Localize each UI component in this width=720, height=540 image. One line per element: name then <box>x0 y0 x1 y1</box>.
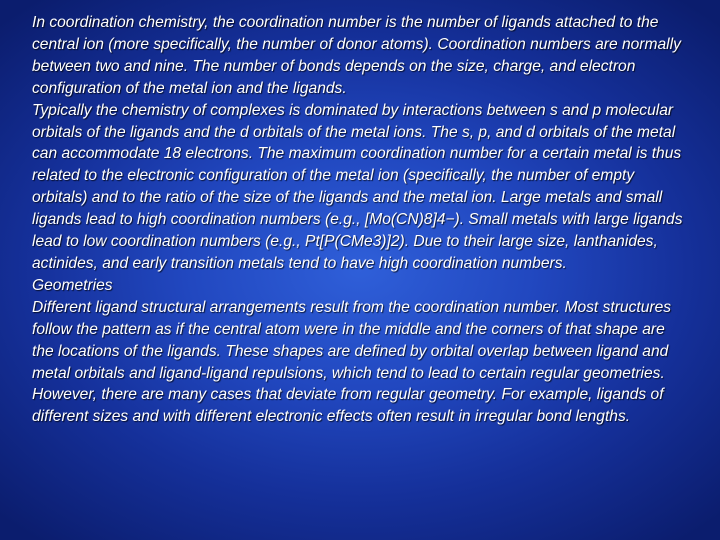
paragraph-orbital-interactions: Typically the chemistry of complexes is dominated by interactions between s and p molecular orbitals of the ligands and the d orbitals of the metal ions. The s, p, and d orbitals of the metal can accommodate 18 electrons. The maximum coordination number for a certain metal is thus related to the electronic configuration of the metal ion (specifically, the number of empty orbitals) and to the ratio of the size of the ligands and the metal ion. Large metals and small ligands lead to high coordination numbers (e.g., [Mo(CN)8]4−). Small metals with large ligands lead to low coordination numbers (e.g., Pt[P(CMe3)]2). Due to their large size, lanthanides, actinides, and early transition metals tend to have high coordination numbers. <box>32 101 683 272</box>
paragraph-coordination-number: In coordination chemistry, the coordination number is the number of ligands attached to the central ion (more specifically, the number of donor atoms). Coordination numbers are normally between two and nine. The number of bonds depends on the size, charge, and electron configuration of the metal ion and the ligands. <box>32 14 681 97</box>
heading-geometries: Geometries <box>32 276 113 294</box>
paragraph-geometries: Different ligand structural arrangements result from the coordination number. Most structures follow the pattern as if the central atom were in the middle and the corners of that shape are the locations of the ligands. These shapes are defined by orbital overlap between ligand and metal orbitals and ligand-ligand repulsions, which tend to lead to certain regular geometries. However, there are many cases that deviate from regular geometry. For example, ligands of different sizes and with different electronic effects often result in irregular bond lengths. <box>32 298 672 426</box>
slide-body <box>32 12 688 428</box>
